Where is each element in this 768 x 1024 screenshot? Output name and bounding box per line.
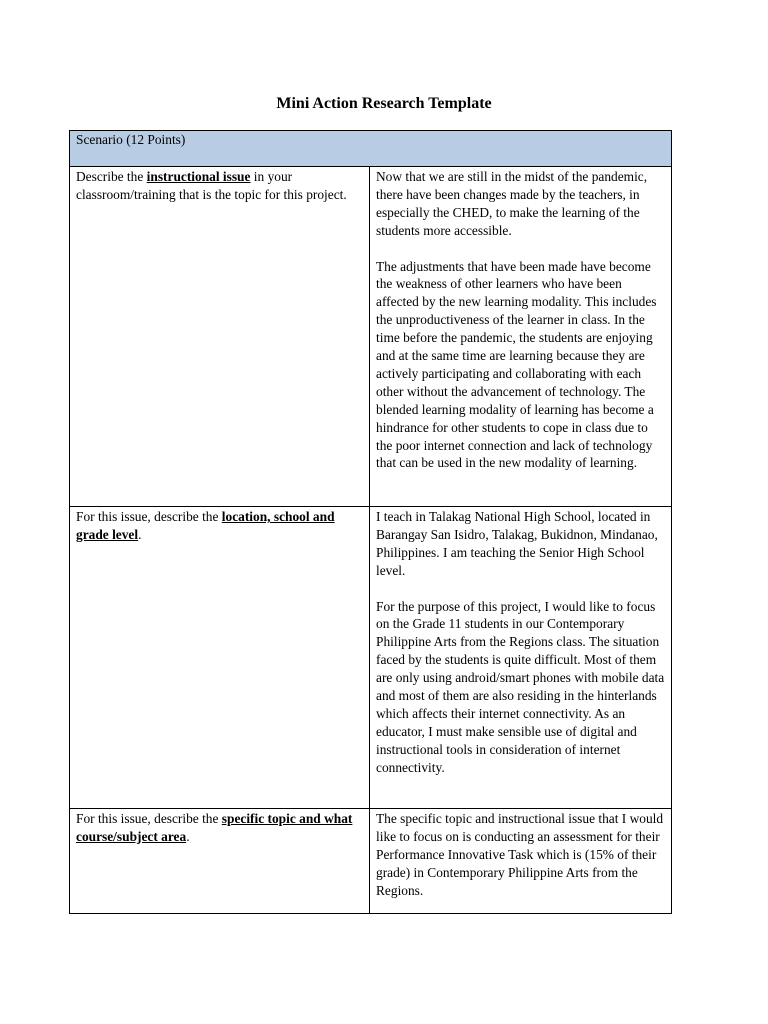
answer-cell xyxy=(370,809,672,914)
prompt-cell xyxy=(70,167,370,507)
answer-paragraph: The adjustments that have been made have become the weakness of other learners who have been affected by the new learning modality. This includes the unproductiveness of the learner in class. In the time before the pandemic, the students are enjoying and at the same time are learning because they are actively participating and collaborating with each other without the advancement of technology. The blended learning modality of learning has become a hindrance for other students to cope in class due to the poor internet connection and lack of technology that can be used in the new modality of learning. xyxy=(376,258,657,471)
answer-cell xyxy=(370,167,672,507)
table-row xyxy=(70,507,672,809)
table-row xyxy=(70,809,672,914)
answer-paragraph: The specific topic and instructional issue that I would like to focus on is conducting an assessment for their Performance Innovative Task which is (15% of their grade) in Contemporary Philippine Arts from the Regions. xyxy=(376,811,664,898)
prompt-text: in your classroom/training that is the topic for this project. xyxy=(76,169,347,202)
prompt-cell xyxy=(70,809,370,914)
prompt-text: . xyxy=(138,526,142,542)
table-header-row xyxy=(70,131,672,167)
prompt-text: Describe the xyxy=(76,169,147,184)
section-header: Scenario (12 Points) xyxy=(70,131,672,167)
answer-paragraph: I teach in Talakag National High School, located in Barangay San Isidro, Talakag, Bukidnon, Mindanao, Philippines. I am teaching the Senior High School level. xyxy=(376,509,658,578)
prompt-text: . xyxy=(186,828,190,844)
prompt-text: For this issue, describe the xyxy=(76,811,222,826)
prompt-emphasis: instructional issue xyxy=(146,169,251,184)
prompt-cell xyxy=(70,507,370,809)
research-template-table xyxy=(69,130,672,914)
answer-cell xyxy=(370,507,672,809)
answer-paragraph: Now that we are still in the midst of the pandemic, there have been changes made by the teachers, in especially the CHED, to make the learning of the students more accessible. xyxy=(376,169,648,238)
prompt-emphasis: specific topic and what course/subject area xyxy=(76,811,353,844)
answer-paragraph: For the purpose of this project, I would like to focus on the Grade 11 students in our Contemporary Philippine Arts from the Regions class. The situation faced by the students is quite difficult. Most of them are only using android/smart phones with mobile data and most of them are also residing in the hinterlands which affects their internet connectivity. As an educator, I must make sensible use of digital and instructional tools in consideration of internet connectivity. xyxy=(376,598,665,775)
prompt-emphasis: location, school and grade level xyxy=(76,509,335,542)
table-row xyxy=(70,167,672,507)
prompt-text: For this issue, describe the xyxy=(76,509,222,524)
page-title: Mini Action Research Template xyxy=(276,95,492,112)
